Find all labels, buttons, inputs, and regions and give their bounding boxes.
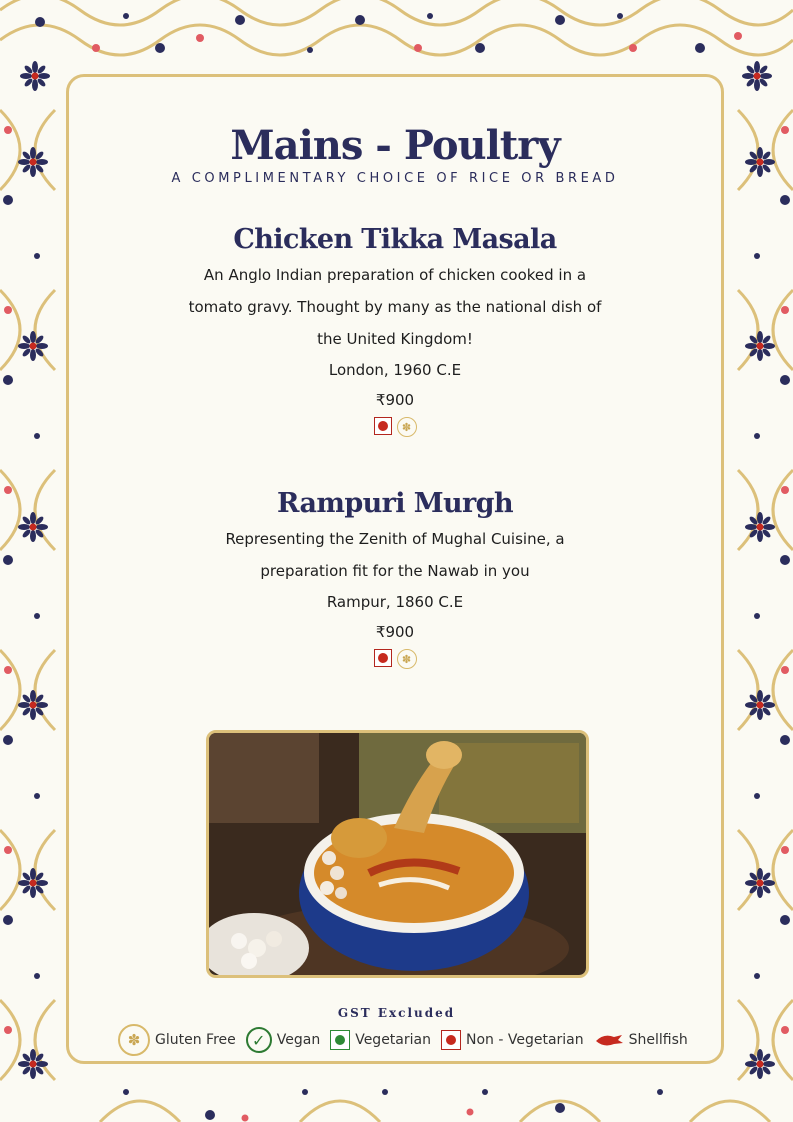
- dish-origin: London, 1960 C.E: [328, 361, 462, 379]
- gluten-free-icon: ✽: [118, 1024, 150, 1056]
- non-vegetarian-icon: [441, 1030, 461, 1050]
- dish-description-line: the United Kingdom!: [317, 330, 473, 348]
- legend-item-non-vegetarian: [441, 1030, 584, 1050]
- dish-description-line: Representing the Zenith of Mughal Cuisine, a: [225, 530, 565, 548]
- gluten-free-icon: ✽: [397, 417, 417, 437]
- dish-name: Chicken Tikka Masala: [233, 224, 557, 255]
- vegetarian-icon: [330, 1030, 350, 1050]
- dish-description-line: tomato gravy. Thought by many as the national dish of: [188, 298, 602, 316]
- dish-tags: [66, 649, 724, 669]
- vegan-icon: ✓: [246, 1027, 272, 1053]
- dish-price: ₹900: [375, 391, 415, 409]
- dish-description: [66, 259, 724, 355]
- legend-label: Shellfish: [628, 1032, 688, 1048]
- legend-label: Non - Vegetarian: [465, 1032, 584, 1048]
- legend-item-gluten-free: [118, 1024, 236, 1056]
- legend-label: Vegetarian: [355, 1032, 431, 1048]
- gluten-free-icon: ✽: [397, 649, 417, 669]
- page-title: Mains - Poultry: [230, 122, 560, 169]
- non-vegetarian-icon: [374, 417, 392, 435]
- dish-photo: [206, 730, 589, 978]
- gst-note: GST Excluded: [337, 1006, 456, 1020]
- dish-description-line: preparation fit for the Nawab in you: [260, 562, 530, 580]
- diet-legend: [118, 1024, 692, 1056]
- dish-tags: [66, 417, 724, 437]
- dish-description: [66, 523, 724, 587]
- legend-item-vegetarian: [330, 1030, 431, 1050]
- dish-chicken-tikka-masala: [66, 224, 724, 437]
- non-vegetarian-icon: [374, 649, 392, 667]
- shellfish-icon: [594, 1031, 624, 1049]
- dish-description-line: An Anglo Indian preparation of chicken cooked in a: [203, 266, 587, 284]
- dish-origin: Rampur, 1860 C.E: [326, 593, 464, 611]
- legend-item-shellfish: [594, 1031, 688, 1049]
- dish-price: ₹900: [375, 623, 415, 641]
- legend-item-vegan: [246, 1027, 320, 1053]
- legend-label: Vegan: [276, 1032, 321, 1048]
- dish-rampuri-murgh: [66, 488, 724, 669]
- legend-label: Gluten Free: [155, 1032, 236, 1048]
- page-subtitle: A COMPLIMENTARY CHOICE OF RICE OR BREAD: [171, 171, 619, 186]
- dish-name: Rampuri Murgh: [277, 488, 513, 519]
